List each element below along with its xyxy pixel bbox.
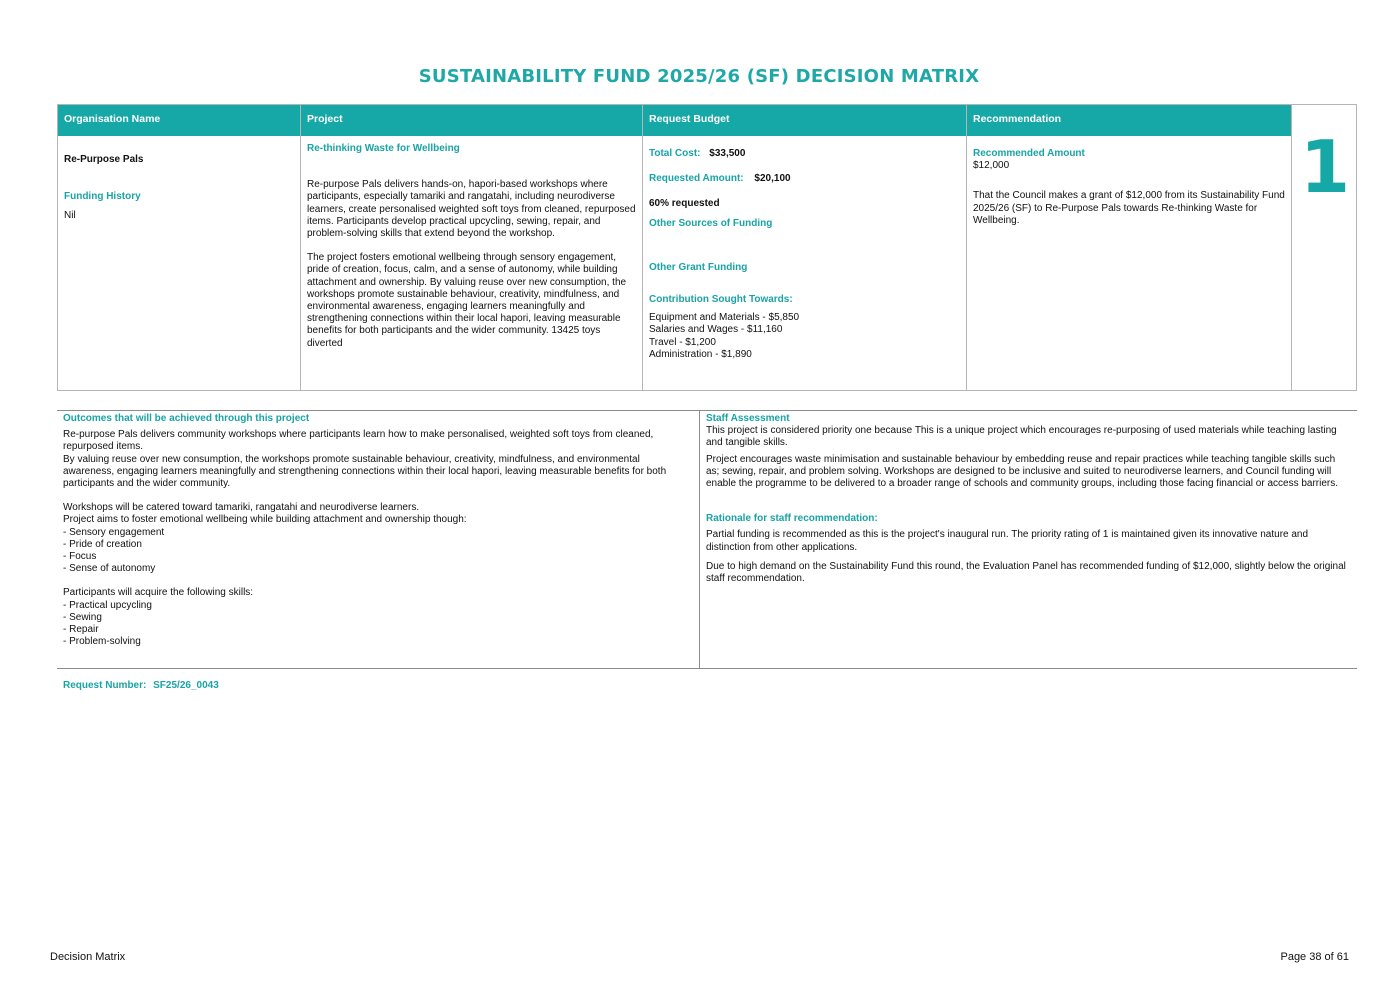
list-item: - Sense of autonomy: [63, 563, 156, 575]
organisation-column: [58, 105, 301, 390]
other-sources-label: Other Sources of Funding: [649, 217, 773, 229]
organisation-header: Organisation Name: [58, 105, 300, 136]
staff-assessment-para-2: Project encourages waste minimisation and sustainable behaviour by embedding reuse and repair practices while teaching tangible skills such as; sewing, repair, and problem solving. Workshops are designed to be inclusive and suited to neurodiverse learners, and Council funding will enable the programme to be delivered to a broader range of schools and community groups, including those facing financial or access barriers.: [706, 453, 1339, 490]
rationale-para-2: Due to high demand on the Sustainability Fund this round, the Evaluation Panel has recommended funding of $12,000, slightly below the original staff recommendation.: [706, 560, 1346, 585]
outcomes-panel: [57, 411, 700, 668]
outcomes-para-2: By valuing reuse over new consumption, the workshops promote sustainable behaviour, creativity, mindfulness, and environmental awareness, engaging learners meaningfully and strengthening connections within their local hapori, leaving measurable benefits for both participants and the wider community.: [63, 453, 667, 490]
total-cost-value: $33,500: [709, 148, 746, 159]
list-item: Travel - $1,200: [649, 336, 716, 348]
total-cost-label: Total Cost:: [649, 148, 701, 159]
budget-header: Request Budget: [643, 105, 966, 136]
list-item: - Sewing: [63, 611, 102, 623]
list-item: Administration - $1,890: [649, 348, 752, 360]
request-number-label: Request Number:: [63, 680, 147, 691]
wellbeing-list: [63, 527, 693, 576]
list-item: - Practical upcycling: [63, 599, 152, 611]
skills-list: [63, 600, 693, 649]
list-item: - Repair: [63, 624, 99, 636]
other-grant-label: Other Grant Funding: [649, 261, 748, 273]
outcomes-label: Outcomes that will be achieved through this project: [63, 413, 310, 424]
staff-assessment-label: Staff Assessment: [706, 413, 790, 424]
total-cost-row: [649, 148, 960, 160]
list-item: - Sensory engagement: [63, 526, 165, 538]
project-description-2: The project fosters emotional wellbeing through sensory engagement, pride of creation, focus, calm, and a sense of autonomy, while building attachment and ownership. By valuing reuse over new consumption, the workshops promote sustainable behaviour, creativity, mindfulness, and environmental awareness, engaging learners meaningfully and strengthening connections within their local hapori, leaving measurable benefits for both participants and the wider community. 13425 toys diverted: [307, 252, 627, 349]
recommendation-text: That the Council makes a grant of $12,000 from its Sustainability Fund 2025/26 (SF) to Re-Purpose Pals towards Re-thinking Waste for Wellbeing.: [973, 190, 1285, 226]
footer-left: Decision Matrix: [50, 951, 126, 963]
page-title: SUSTAINABILITY FUND 2025/26 (SF) DECISION MATRIX: [418, 66, 980, 87]
recommendation-column: [967, 105, 1292, 390]
requested-amount-value: $20,100: [754, 173, 791, 185]
requested-amount-row: [649, 173, 960, 185]
recommended-amount-value: $12,000: [973, 160, 1010, 172]
budget-column: [643, 105, 967, 390]
funding-history-label: Funding History: [64, 191, 141, 203]
project-description-1: Re-purpose Pals delivers hands-on, hapori-based workshops where participants, especially tamariki and rangatahi, including neurodiverse learners, create personalised weighted soft toys from cleaned, repurposed items. Participants develop practical upcycling, sewing, repair, and problem-solving skills that extend beyond the workshop.: [307, 179, 636, 240]
organisation-name: Re-Purpose Pals: [64, 154, 144, 165]
project-column: [301, 105, 643, 390]
contribution-list: [649, 312, 960, 361]
list-item: - Problem-solving: [63, 636, 141, 648]
funding-history-value: Nil: [64, 210, 76, 222]
contribution-label: Contribution Sought Towards:: [649, 294, 793, 306]
outcomes-para-5: Participants will acquire the following skills:: [63, 587, 254, 599]
priority-rating: 1: [1299, 125, 1351, 209]
staff-assessment-panel: [700, 411, 1357, 668]
staff-assessment-para-1: This project is considered priority one because This is a unique project which encourages re-purposing of used materials while teaching lasting and tangible skills.: [706, 425, 1337, 449]
priority-column: [1292, 105, 1358, 390]
footer-page-number: Page 38 of 61: [1280, 951, 1349, 963]
request-number: [63, 680, 219, 691]
decision-matrix-table: [57, 104, 1357, 391]
percent-requested: 60% requested: [649, 198, 720, 210]
list-item: - Pride of creation: [63, 538, 142, 550]
list-item: - Focus: [63, 551, 97, 563]
outcomes-para-1: Re-purpose Pals delivers community workshops where participants learn how to make personalised, weighted soft toys from cleaned, repurposed items.: [63, 429, 654, 453]
recommended-amount-label: Recommended Amount: [973, 148, 1085, 159]
request-number-value: SF25/26_0043: [153, 680, 219, 691]
rationale-para-1: Partial funding is recommended as this is the project's inaugural run. The priority rating of 1 is maintained given its innovative nature and distinction from other applications.: [706, 529, 1309, 553]
list-item: Salaries and Wages - $11,160: [649, 324, 783, 336]
project-title: Re-thinking Waste for Wellbeing: [307, 143, 460, 154]
recommendation-header: Recommendation: [967, 105, 1291, 136]
requested-amount-label: Requested Amount:: [649, 173, 744, 185]
list-item: Equipment and Materials - $5,850: [649, 312, 800, 324]
outcomes-para-3: Workshops will be catered toward tamariki, rangatahi and neurodiverse learners.: [63, 502, 420, 514]
project-header: Project: [301, 105, 642, 136]
rationale-label: Rationale for staff recommendation:: [706, 513, 878, 525]
outcomes-para-4: Project aims to foster emotional wellbeing while building attachment and ownership though:: [63, 514, 467, 526]
assessment-section: [57, 410, 1357, 669]
